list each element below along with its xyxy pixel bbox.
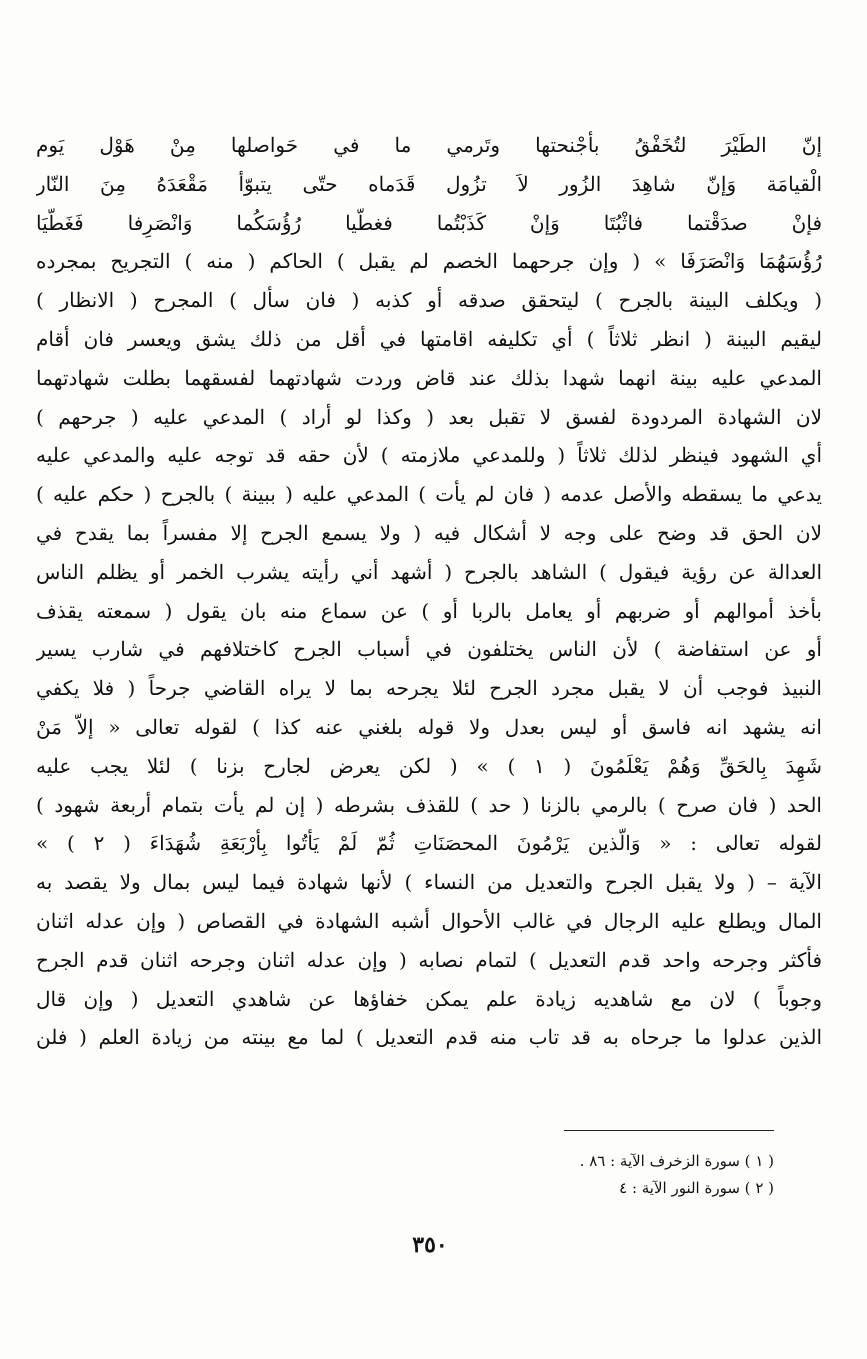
text-line: الآية – ( ولا يقبل الجرح والتعديل من النساء ) لأنها شهادة فيما ليس بمال ولا يقصد به bbox=[36, 870, 822, 895]
text-line: انه يشهد انه فاسق أو ليس بعدل ولا قوله بلغني عنه كذا ) لقوله تعالى « إلاّ مَنْ bbox=[36, 714, 822, 739]
text-line: أو عن استفاضة ) لأن الناس يختلفون في أسباب الجرح كاختلافهم في شارب يسير bbox=[36, 637, 822, 662]
margin-mark bbox=[812, 1002, 821, 1016]
footnotes bbox=[580, 1148, 774, 1202]
footnote-2: ( ٢ ) سورة النور الآية : ٤ bbox=[619, 1179, 774, 1197]
text-line: لقوله تعالى : « وَالّذين يَرْمُونَ المحصَنَاتِ ثُمّ لَمْ يَأتُوا بِأرْبَعَةِ شُهَدَاءَ ( ٢ ) » bbox=[36, 831, 822, 856]
text-line: الذين عدلوا ما جرحاه به قد تاب منه قدم التعديل ) لما مع بينته من زيادة العلم ( فلن bbox=[36, 1025, 822, 1050]
text-line: فأكثر وجرحه واحد قدم التعديل ) لتمام نصابه ( وإن عدله اثنان وجرحه اثنان قدم الجرح bbox=[36, 947, 822, 972]
footnote-separator bbox=[564, 1130, 774, 1131]
text-line: وجوباً ) لان مع شاهديه زيادة علم يمكن خفاؤها عن شاهدي التعديل ( وإن قال bbox=[36, 986, 822, 1011]
text-line: النبيذ فوجب أن لا يقبل مجرد الجرح لئلا يجرحه بما لا يراه القاضي جرحاً ( فلا يكفي bbox=[36, 676, 822, 701]
text-line: المال ويطلع عليه الرجال في غالب الأحوال أشبه الشهادة في القصاص ( وإن عدله اثنان bbox=[36, 908, 822, 933]
text-line: المدعي عليه بينة انهما شهدا بذلك عند قاض وردت شهادتهما لفسقهما بطلت شهادتهما bbox=[36, 365, 822, 390]
text-line: شَهِدَ بِالحَقِّ وَهُمْ يَعْلَمُونَ ( ١ ) » ( لكن يعرض لجارح بزنا ) لئلا يجب عليه bbox=[36, 753, 822, 778]
text-line: بأخذ أموالهم أو ضربهم أو يعامل بالربا أو ) عن سماع منه بان يقول ( سمعته يقذف bbox=[36, 598, 822, 623]
text-line: يدعي ما يسقطه والأصل عدمه ( فان لم يأت ) المدعي عليه ( ببينة ) بالجرح ( حكم عليه ) bbox=[36, 482, 822, 507]
text-line: إنّ الطَيْرَ لتُخَفْقُ بأجْنحتها وتَرمي ما في حَواصلها مِنْ هَوْل يَوم bbox=[36, 133, 822, 157]
text-line: أي الشهود فينظر لذلك ثلاثاً ( وللمدعي ملازمته ) لأن حقه قد توجه عليه والمدعي عليه bbox=[36, 443, 822, 468]
text-line: الحد ( فان صرح ) بالرمي بالزنا ( حد ) للقذف بشرطه ( إن لم يأت بتمام أربعة شهود ) bbox=[36, 792, 822, 817]
text-line: ليقيم البينة ( انظر ثلاثاً ) أي تكليفه اقامتها في أقل من ذلك يشق ويعسر فان أقام bbox=[36, 326, 822, 351]
page-number: ٣٥٠ bbox=[412, 1232, 448, 1258]
text-line: العدالة عن رؤية فيقول ) الشاهد بالجرح ( أشهد أني رأيته يشرب الخمر أو يظلم الناس bbox=[36, 559, 822, 584]
main-text bbox=[36, 126, 822, 1057]
footnote-1: ( ١ ) سورة الزخرف الآية : ٨٦ . bbox=[579, 1152, 774, 1170]
text-line: الْقيامَة وَإنّ شاهِدَ الزُور لاَ تزُول قَدَماه حتّى يتبوّأ مَقْعَدَهُ مِنَ النّار bbox=[36, 171, 822, 196]
text-line: فإنْ صدَقْتما فاثْبُتَا وَإنْ كَذَبْتُما فغطّيا رُؤُسَكُما وَانْصَرِفا فَغَطّيَا bbox=[36, 210, 822, 235]
text-line: رُؤُسَهُمَا وَانْصَرَفَا » ( وإن جرحهما الخصم لم يقبل ) الحاكم ( منه ) التجريح بمجرده bbox=[36, 249, 822, 274]
text-line: لان الشهادة المردودة لفسق لا تقبل بعد ( وكذا لو أراد ) المدعي عليه ( جرحهم ) bbox=[36, 404, 822, 429]
text-line: لان الحق قد وضح على وجه لا أشكال فيه ( ولا يسمع الجرح إلا مفسراً بما يقدح في bbox=[36, 520, 822, 545]
text-line: ( ويكلف البينة بالجرح ) ليتحقق صدقه أو كذبه ( فان سأل ) المجرح ( الانظار ) bbox=[36, 288, 822, 313]
